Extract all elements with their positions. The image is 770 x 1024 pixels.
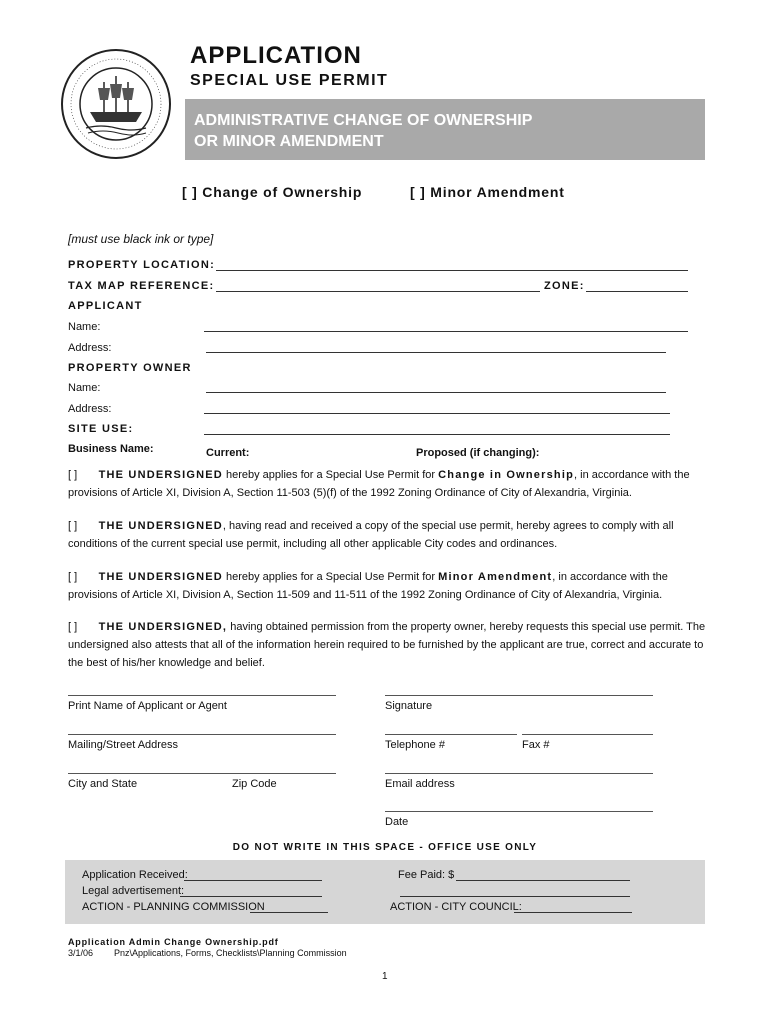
application-received-field[interactable] [184,880,322,881]
print-name-label: Print Name of Applicant or Agent [68,700,227,712]
applicant-address-label: Address: [68,342,112,354]
email-label: Email address [385,778,455,790]
declaration-text: hereby applies for a Special Use Permit for [222,469,439,481]
city-seal-icon [60,48,172,160]
minor-amendment-checkbox[interactable]: [ ] Minor Amendment [410,184,565,200]
page-subtitle: SPECIAL USE PERMIT [190,72,389,89]
declaration-checkbox[interactable]: [ ] [68,571,78,583]
telephone-label: Telephone # [385,739,445,751]
zone-label: ZONE: [544,280,585,292]
fee-paid-label: Fee Paid: $ [398,869,455,881]
legal-advertisement-label: Legal advertisement: [82,885,185,897]
banner-line-1: ADMINISTRATIVE CHANGE OF OWNERSHIP [194,112,533,129]
page-number: 1 [382,971,388,982]
change-of-ownership-checkbox[interactable]: [ ] Change of Ownership [182,184,363,200]
declaration-emphasis: Minor Amendment [438,571,553,583]
declaration-emphasis: Change in Ownership [438,469,575,481]
applicant-address-field[interactable] [206,352,666,353]
fax-field[interactable] [522,734,653,735]
signature-field[interactable] [385,695,653,696]
telephone-field[interactable] [385,734,517,735]
property-owner-heading: PROPERTY OWNER [68,362,192,374]
zip-label: Zip Code [232,778,277,790]
declaration-change-ownership [68,466,708,502]
proposed-label: Proposed (if changing): [416,447,540,459]
banner-line-2: OR MINOR AMENDMENT [194,133,384,150]
declaration-text: having obtained permission from the property owner, hereby requests this special use permit. The undersigned also attests that all of the information herein required to be furnished by the applicant are true, correct and accurate to the best of his/her knowledge and belief. [68,621,706,669]
office-use-banner: DO NOT WRITE IN THIS SPACE - OFFICE USE ONLY [232,842,538,853]
application-received-label: Application Received: [82,869,188,881]
date-field[interactable] [385,811,653,812]
city-state-label: City and State [68,778,138,790]
site-use-field[interactable] [204,434,670,435]
owner-name-label: Name: [68,382,101,394]
action-planning-label: ACTION - PLANNING COMMISSION [82,901,265,913]
footer-filename: Application Admin Change Ownership.pdf [68,937,279,947]
business-name-label: Business Name: [68,443,154,455]
declaration-text: hereby applies for a Special Use Permit for [222,571,439,583]
declaration-text-end: , in accordance with the provisions of Article XI, Division A, Section 11-509 and 11-511 of the 1992 Zoning Ordinance of City of Alexandria, Virginia. [68,571,668,601]
tax-map-field[interactable] [216,291,540,292]
applicant-name-field[interactable] [204,331,688,332]
declaration-attest [68,618,708,672]
mailing-address-field[interactable] [68,734,336,735]
fax-label: Fax # [522,739,550,751]
declaration-comply [68,517,708,553]
office-blank-field[interactable] [400,896,630,897]
action-planning-field[interactable] [250,912,328,913]
instructions-note: [must use black ink or type] [68,232,214,246]
owner-address-label: Address: [68,403,112,415]
footer-path: Pnz\Applications, Forms, Checklists\Planning Commission [114,948,347,958]
legal-advertisement-field[interactable] [180,896,322,897]
property-location-label: PROPERTY LOCATION: [68,259,216,271]
mailing-address-label: Mailing/Street Address [68,739,179,751]
action-council-label: ACTION - CITY COUNCIL: [390,901,522,913]
applicant-name-label: Name: [68,321,101,333]
owner-address-field[interactable] [204,413,670,414]
declaration-text: , having read and received a copy of the special use permit, hereby agrees to comply with all conditions of the current special use permit, including all other applicable City codes and ordinances. [68,520,674,550]
tax-map-label: TAX MAP REFERENCE: [68,280,215,292]
banner-text [194,110,532,152]
site-use-label: SITE USE: [68,423,134,435]
current-label: Current: [206,447,250,459]
declaration-checkbox[interactable]: [ ] [68,520,78,532]
declaration-text-end: , in accordance with the provisions of Article XI, Division A, Section 11-503 (5)(f) of the 1992 Zoning Ordinance of City of Alexandria, Virginia. [68,469,690,499]
action-council-field[interactable] [514,912,632,913]
declaration-lead: THE UNDERSIGNED [98,520,223,532]
page-title: APPLICATION [190,42,362,69]
footer-date: 3/1/06 [68,948,94,958]
declaration-checkbox[interactable]: [ ] [68,621,78,633]
fee-paid-field[interactable] [456,880,630,881]
declaration-checkbox[interactable]: [ ] [68,469,78,481]
declaration-minor-amendment [68,568,708,604]
declaration-lead: THE UNDERSIGNED [98,469,223,481]
declaration-lead: THE UNDERSIGNED [98,571,223,583]
declaration-lead: THE UNDERSIGNED, [98,621,228,633]
print-name-field[interactable] [68,695,336,696]
zone-field[interactable] [586,291,688,292]
date-label: Date [385,816,409,828]
owner-name-field[interactable] [206,392,666,393]
applicant-heading: APPLICANT [68,300,143,312]
city-state-zip-field[interactable] [68,773,336,774]
property-location-field[interactable] [216,270,688,271]
email-field[interactable] [385,773,653,774]
signature-label: Signature [385,700,433,712]
